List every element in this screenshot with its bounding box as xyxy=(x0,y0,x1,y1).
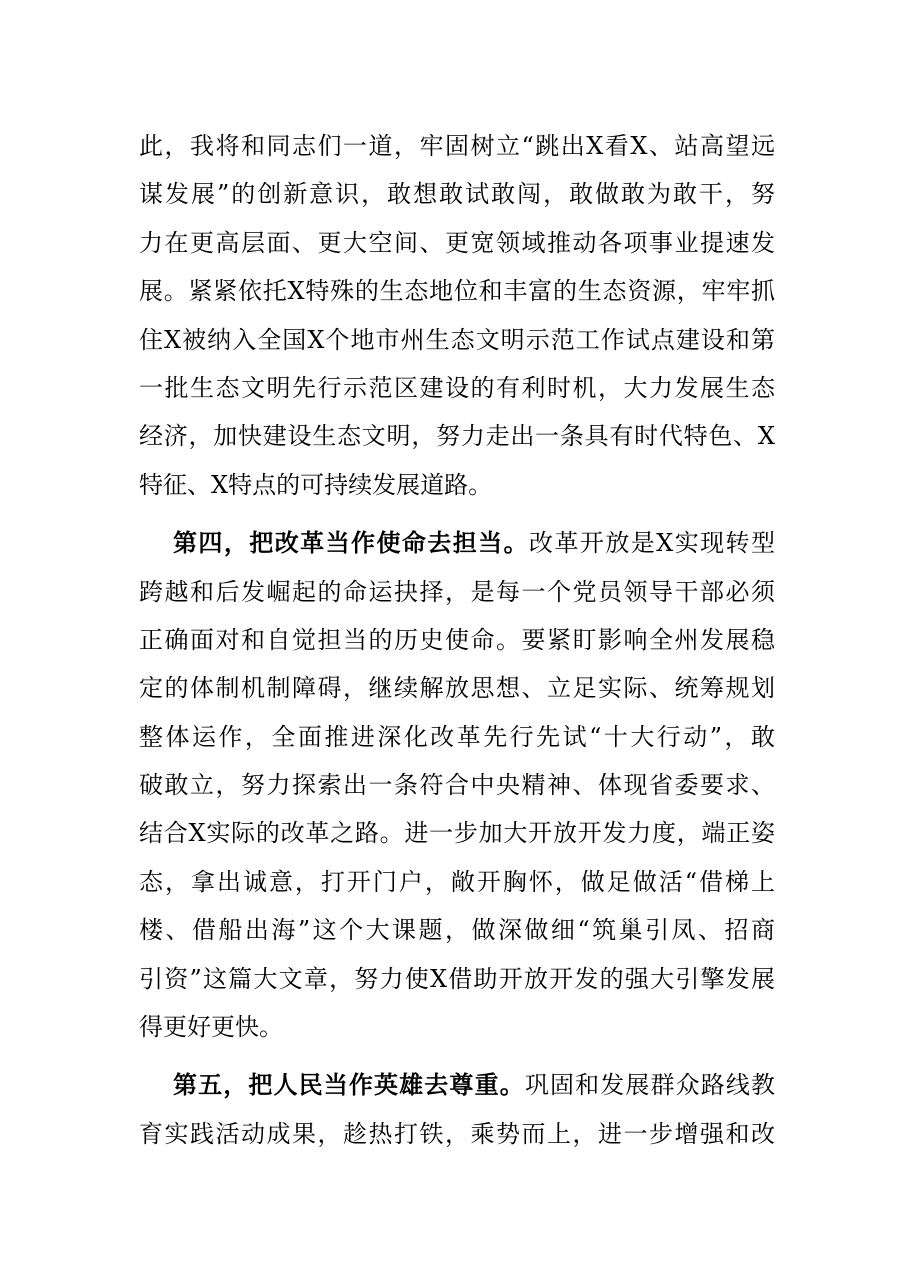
text-line: 得更好更快。 xyxy=(139,1013,283,1042)
paragraph-1 xyxy=(139,122,775,509)
text-line: 谋发展”的创新意识，敢想敢试敢闯，敢做敢为敢干，努 xyxy=(139,180,775,209)
text-line: 力在更高层面、更大空间、更宽领域推动各项事业提速发 xyxy=(139,228,775,257)
section-heading-5: 第五，把人民当作英雄去尊重。 xyxy=(173,1070,525,1100)
text-line: 跨越和后发崛起的命运抉择，是每一个党员领导干部必须 xyxy=(139,577,775,606)
text-line: 特征、X特点的可持续发展道路。 xyxy=(139,470,493,499)
text-line: 经济，加快建设生态文明，努力走出一条具有时代特色、X xyxy=(139,422,775,451)
text-line: 引资”这篇大文章，努力使X借助开放开发的强大引擎发展 xyxy=(139,964,775,993)
text-line: 定的体制机制障碍，继续解放思想、立足实际、统筹规划 xyxy=(139,674,775,703)
paragraph-3 xyxy=(139,1061,775,1158)
text-line: 破敢立，努力探索出一条符合中央精神、体现省委要求、 xyxy=(139,771,775,800)
document-body xyxy=(139,122,775,1158)
text-line: 整体运作，全面推进深化改革先行先试“十大行动”，敢 xyxy=(139,722,775,751)
paragraph-2 xyxy=(139,519,775,1051)
paragraph-gap xyxy=(139,509,775,519)
text-line: 楼、借船出海”这个大课题，做深做细“筑巢引凤、招商 xyxy=(139,916,775,945)
text-line: 一批生态文明先行示范区建设的有利时机，大力发展生态 xyxy=(139,373,775,402)
text-line: 育实践活动成果，趁热打铁，乘势而上，进一步增强和改 xyxy=(139,1119,775,1148)
text-line: 结合X实际的改革之路。进一步加大开放开发力度，端正姿 xyxy=(139,819,775,848)
paragraph-gap xyxy=(139,1051,775,1061)
text-line: 正确面对和自觉担当的历史使命。要紧盯影响全州发展稳 xyxy=(139,625,775,654)
text-line: 展。紧紧依托X特殊的生态地位和丰富的生态资源，牢牢抓 xyxy=(139,277,775,306)
text-run: 改革开放是X实现转型 xyxy=(529,529,775,558)
text-run: 巩固和发展群众路线教 xyxy=(524,1071,775,1100)
text-line: 住X被纳入全国X个地市州生态文明示范工作试点建设和第 xyxy=(139,325,775,354)
paragraph-first-line xyxy=(139,519,775,567)
text-line: 态，拿出诚意，打开门户，敞开胸怀，做足做活“借梯上 xyxy=(139,867,775,896)
text-line: 此，我将和同志们一道，牢固树立“跳出X看X、站高望远 xyxy=(139,132,775,160)
paragraph-first-line xyxy=(139,1061,775,1109)
section-heading-4: 第四，把改革当作使命去担当。 xyxy=(173,528,530,558)
